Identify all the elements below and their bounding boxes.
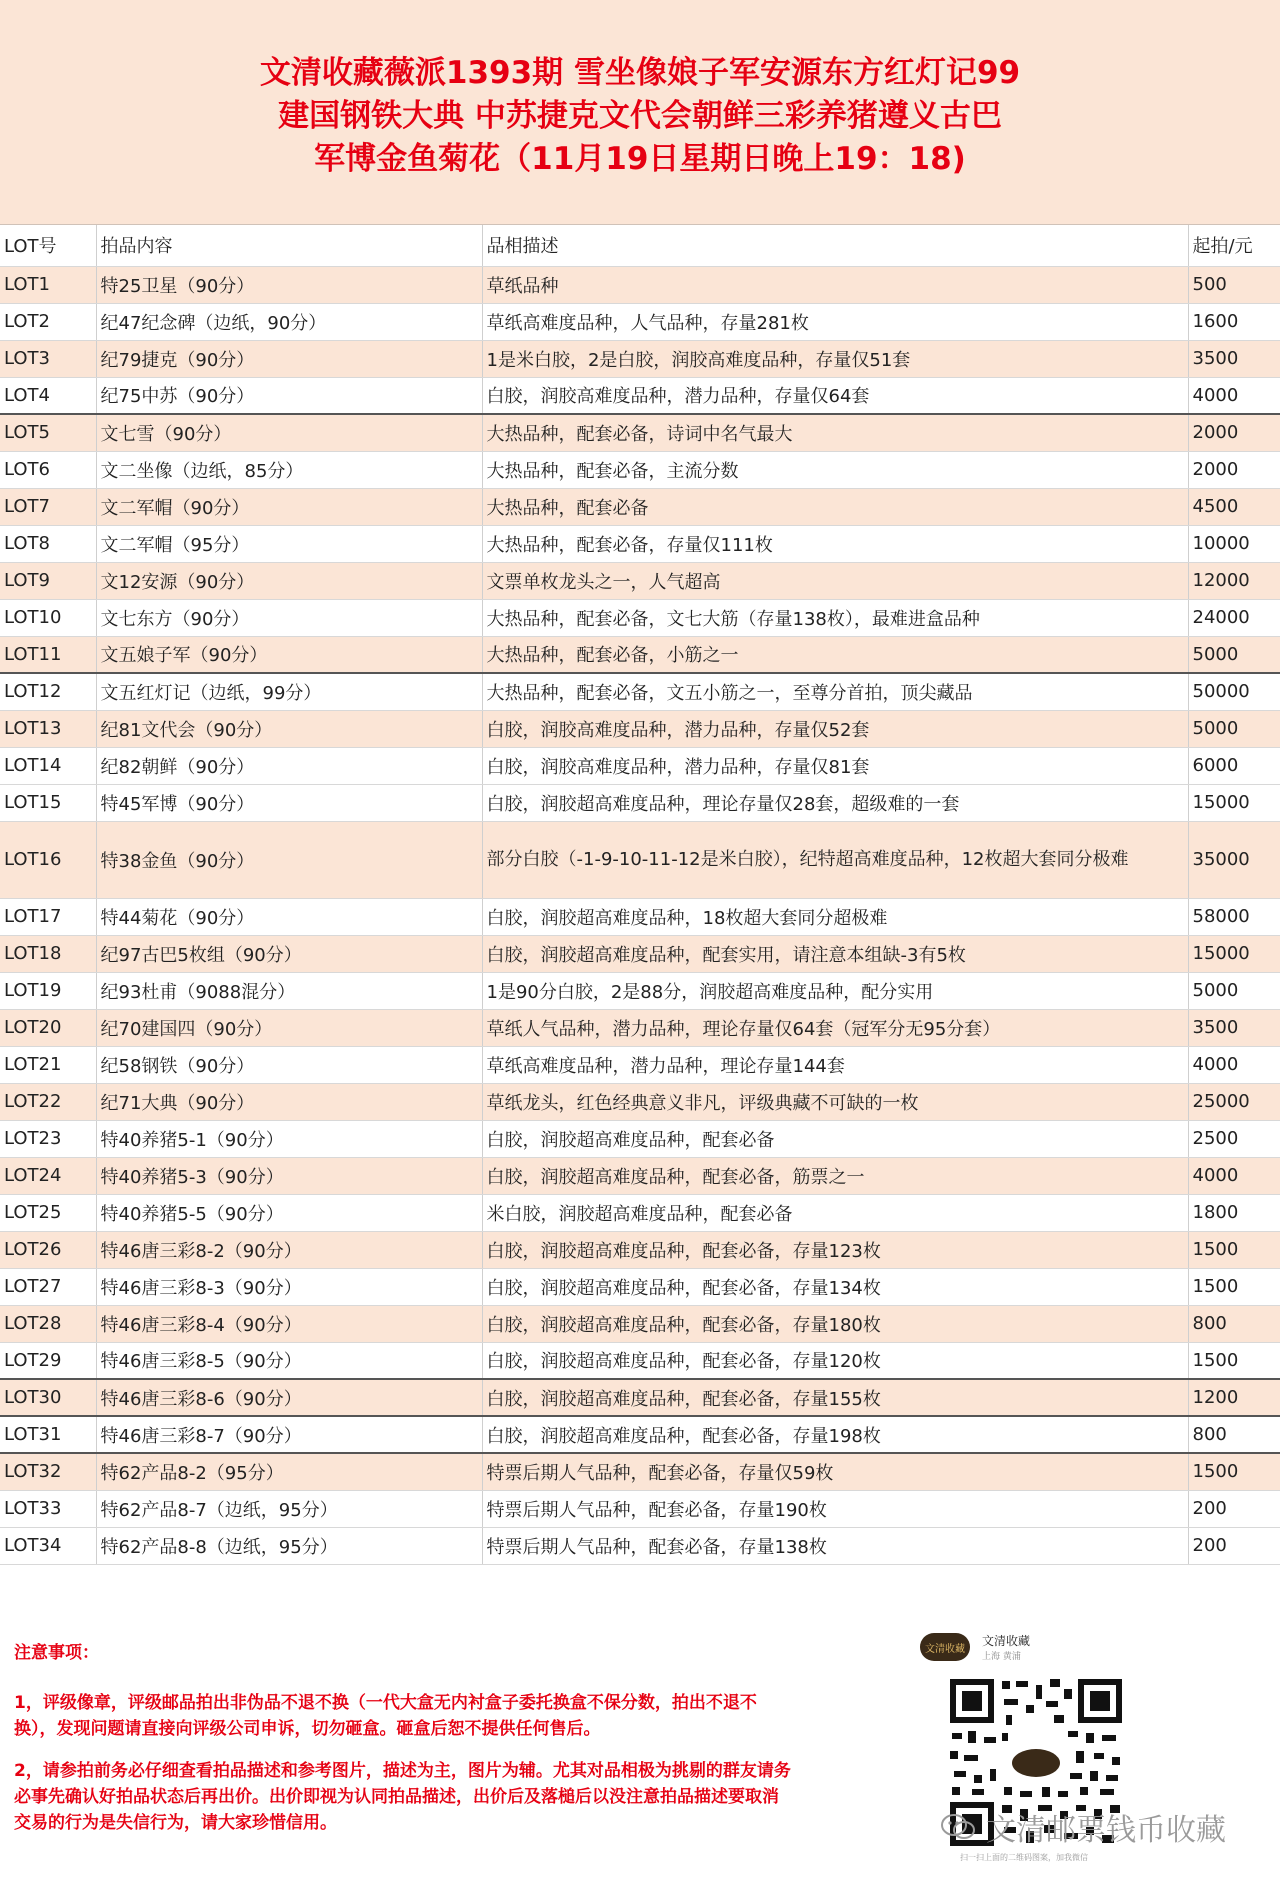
- cell-start-price: 500: [1188, 266, 1280, 303]
- cell-item: 特45军博（90分）: [96, 784, 482, 821]
- cell-start-price: 1200: [1188, 1379, 1280, 1416]
- table-row: [0, 1342, 1280, 1379]
- cell-condition: 白胶，润胶超高难度品种，配套必备，存量198枚: [482, 1416, 1188, 1453]
- column-header-item: 拍品内容: [96, 225, 482, 266]
- cell-start-price: 58000: [1188, 898, 1280, 935]
- column-header-condition: 品相描述: [482, 225, 1188, 266]
- cell-item: 文二坐像（边纸，85分）: [96, 451, 482, 488]
- table-row: [0, 1120, 1280, 1157]
- lot-table: [0, 225, 1280, 1565]
- header-banner: [0, 0, 1280, 225]
- cell-condition: 大热品种，配套必备，诗词中名气最大: [482, 414, 1188, 451]
- cell-item: 文五红灯记（边纸，99分）: [96, 673, 482, 710]
- cell-start-price: 15000: [1188, 935, 1280, 972]
- cell-item: 特44菊花（90分）: [96, 898, 482, 935]
- cell-lot: LOT10: [0, 599, 96, 636]
- table-row: [0, 488, 1280, 525]
- column-header-start-price: 起拍/元: [1188, 225, 1280, 266]
- table-row: [0, 340, 1280, 377]
- cell-item: 特62产品8-7（边纸，95分）: [96, 1490, 482, 1527]
- table-header-row: [0, 225, 1280, 266]
- table-row: [0, 414, 1280, 451]
- notes-section: [14, 1640, 794, 1852]
- cell-start-price: 5000: [1188, 710, 1280, 747]
- cell-start-price: 5000: [1188, 972, 1280, 1009]
- cell-condition: 白胶，润胶超高难度品种，配套必备: [482, 1120, 1188, 1157]
- cell-item: 文五娘子军（90分）: [96, 636, 482, 673]
- cell-item: 特40养猪5-5（90分）: [96, 1194, 482, 1231]
- cell-start-price: 4000: [1188, 1157, 1280, 1194]
- table-row: [0, 1527, 1280, 1564]
- cell-item: 特40养猪5-1（90分）: [96, 1120, 482, 1157]
- cell-lot: LOT6: [0, 451, 96, 488]
- cell-condition: 草纸高难度品种，潜力品种，理论存量144套: [482, 1046, 1188, 1083]
- cell-lot: LOT3: [0, 340, 96, 377]
- title-line-3: 军博金鱼菊花（11月19日星期日晚上19：18): [314, 141, 966, 177]
- cell-condition: 文票单枚龙头之一，人气超高: [482, 562, 1188, 599]
- table-row: [0, 972, 1280, 1009]
- cell-item: 特38金鱼（90分）: [96, 821, 482, 898]
- cell-start-price: 800: [1188, 1305, 1280, 1342]
- cell-start-price: 6000: [1188, 747, 1280, 784]
- cell-condition: 白胶，润胶超高难度品种，配套必备，存量155枚: [482, 1379, 1188, 1416]
- cell-item: 特46唐三彩8-4（90分）: [96, 1305, 482, 1342]
- cell-item: 纪81文代会（90分）: [96, 710, 482, 747]
- cell-item: 特62产品8-2（95分）: [96, 1453, 482, 1490]
- cell-lot: LOT28: [0, 1305, 96, 1342]
- cell-item: 纪47纪念碑（边纸，90分）: [96, 303, 482, 340]
- qr-account-name: 文清收藏: [982, 1633, 1031, 1648]
- table-row: [0, 1009, 1280, 1046]
- cell-start-price: 35000: [1188, 821, 1280, 898]
- cell-start-price: 4000: [1188, 377, 1280, 414]
- qr-account-location: 上海 黄浦: [982, 1651, 1021, 1662]
- cell-condition: 白胶，润胶高难度品种，潜力品种，存量仅64套: [482, 377, 1188, 414]
- cell-lot: LOT23: [0, 1120, 96, 1157]
- cell-condition: 白胶，润胶超高难度品种，配套必备，存量134枚: [482, 1268, 1188, 1305]
- cell-lot: LOT12: [0, 673, 96, 710]
- cell-condition: 草纸品种: [482, 266, 1188, 303]
- table-row: [0, 1231, 1280, 1268]
- table-row: [0, 710, 1280, 747]
- cell-start-price: 1500: [1188, 1268, 1280, 1305]
- cell-item: 纪71大典（90分）: [96, 1083, 482, 1120]
- cell-start-price: 1600: [1188, 303, 1280, 340]
- cell-start-price: 1500: [1188, 1342, 1280, 1379]
- table-row: [0, 1416, 1280, 1453]
- table-row: [0, 377, 1280, 414]
- cell-item: 特46唐三彩8-3（90分）: [96, 1268, 482, 1305]
- cell-lot: LOT30: [0, 1379, 96, 1416]
- cell-start-price: 24000: [1188, 599, 1280, 636]
- table-row: [0, 1453, 1280, 1490]
- cell-condition: 白胶，润胶超高难度品种，配套必备，存量180枚: [482, 1305, 1188, 1342]
- cell-lot: LOT1: [0, 266, 96, 303]
- cell-start-price: 50000: [1188, 673, 1280, 710]
- cell-item: 文二军帽（90分）: [96, 488, 482, 525]
- cell-condition: 米白胶，润胶超高难度品种，配套必备: [482, 1194, 1188, 1231]
- cell-lot: LOT33: [0, 1490, 96, 1527]
- notes-heading: 注意事项：: [14, 1643, 99, 1663]
- cell-condition: 特票后期人气品种，配套必备，存量138枚: [482, 1527, 1188, 1564]
- cell-condition: 草纸高难度品种，人气品种，存量281枚: [482, 303, 1188, 340]
- table-row: [0, 1194, 1280, 1231]
- table-row: [0, 784, 1280, 821]
- cell-condition: 白胶，润胶超高难度品种，理论存量仅28套，超级难的一套: [482, 784, 1188, 821]
- title-line-2: 建国钢铁大典 中苏捷克文代会朝鲜三彩养猪遵义古巴: [278, 98, 1002, 134]
- cell-item: 纪82朝鲜（90分）: [96, 747, 482, 784]
- table-row: [0, 451, 1280, 488]
- cell-start-price: 25000: [1188, 1083, 1280, 1120]
- cell-lot: LOT32: [0, 1453, 96, 1490]
- cell-start-price: 200: [1188, 1527, 1280, 1564]
- cell-condition: 白胶，润胶超高难度品种，配套实用，请注意本组缺-3有5枚: [482, 935, 1188, 972]
- shop-logo: 文清收藏: [920, 1633, 970, 1661]
- table-row: [0, 266, 1280, 303]
- cell-item: 纪79捷克（90分）: [96, 340, 482, 377]
- cell-lot: LOT27: [0, 1268, 96, 1305]
- cell-condition: 大热品种，配套必备: [482, 488, 1188, 525]
- cell-start-price: 1500: [1188, 1231, 1280, 1268]
- cell-lot: LOT31: [0, 1416, 96, 1453]
- cell-lot: LOT14: [0, 747, 96, 784]
- cell-condition: 白胶，润胶高难度品种，潜力品种，存量仅52套: [482, 710, 1188, 747]
- cell-lot: LOT11: [0, 636, 96, 673]
- cell-condition: 白胶，润胶超高难度品种，配套必备，存量123枚: [482, 1231, 1188, 1268]
- cell-item: 纪93杜甫（9088混分）: [96, 972, 482, 1009]
- table-row: [0, 898, 1280, 935]
- table-row: [0, 1305, 1280, 1342]
- watermark-text: 文清邮票钱币收藏: [986, 1813, 1226, 1848]
- cell-item: 纪70建国四（90分）: [96, 1009, 482, 1046]
- cell-item: 纪97古巴5枚组（90分）: [96, 935, 482, 972]
- cell-item: 特40养猪5-3（90分）: [96, 1157, 482, 1194]
- cell-start-price: 2500: [1188, 1120, 1280, 1157]
- cell-condition: 草纸龙头，红色经典意义非凡，评级典藏不可缺的一枚: [482, 1083, 1188, 1120]
- cell-lot: LOT13: [0, 710, 96, 747]
- cell-start-price: 200: [1188, 1490, 1280, 1527]
- cell-start-price: 1500: [1188, 1453, 1280, 1490]
- cell-condition: 白胶，润胶超高难度品种，配套必备，存量120枚: [482, 1342, 1188, 1379]
- table-row: [0, 1268, 1280, 1305]
- cell-condition: 特票后期人气品种，配套必备，存量仅59枚: [482, 1453, 1188, 1490]
- qr-footer-text: 扫一扫上面的二维码图案，加我微信: [960, 1853, 1088, 1862]
- table-row: [0, 1157, 1280, 1194]
- notes-item-2: 2，请参拍前务必仔细查看拍品描述和参考图片，描述为主，图片为辅。尤其对品相极为挑剔的群友请务必事先确认好拍品状态后再出价。出价即视为认同拍品描述，出价后及落槌后以没注意拍品描述要取消交易的行为是失信行为，请大家珍惜信用。: [14, 1761, 791, 1833]
- cell-condition: 大热品种，配套必备，存量仅111枚: [482, 525, 1188, 562]
- title-line-1: 文清收藏薇派1393期 雪坐像娘子军安源东方红灯记99: [259, 55, 1021, 91]
- cell-lot: LOT8: [0, 525, 96, 562]
- cell-condition: 部分白胶（-1-9-10-11-12是米白胶），纪特超高难度品种，12枚超大套同分极难: [482, 821, 1188, 898]
- cell-start-price: 1800: [1188, 1194, 1280, 1231]
- table-row: [0, 935, 1280, 972]
- cell-lot: LOT24: [0, 1157, 96, 1194]
- cell-item: 纪58钢铁（90分）: [96, 1046, 482, 1083]
- cell-item: 文二军帽（95分）: [96, 525, 482, 562]
- cell-lot: LOT21: [0, 1046, 96, 1083]
- table-row: [0, 673, 1280, 710]
- cell-lot: LOT25: [0, 1194, 96, 1231]
- cell-item: 特46唐三彩8-5（90分）: [96, 1342, 482, 1379]
- cell-condition: 白胶，润胶高难度品种，潜力品种，存量仅81套: [482, 747, 1188, 784]
- cell-start-price: 3500: [1188, 1009, 1280, 1046]
- cell-lot: LOT15: [0, 784, 96, 821]
- cell-item: 特25卫星（90分）: [96, 266, 482, 303]
- cell-condition: 大热品种，配套必备，小筋之一: [482, 636, 1188, 673]
- cell-start-price: 2000: [1188, 451, 1280, 488]
- cell-condition: 大热品种，配套必备，文七大筋（存量138枚），最难进盒品种: [482, 599, 1188, 636]
- cell-start-price: 800: [1188, 1416, 1280, 1453]
- cell-lot: LOT17: [0, 898, 96, 935]
- table-row: [0, 599, 1280, 636]
- table-row: [0, 525, 1280, 562]
- cell-start-price: 2000: [1188, 414, 1280, 451]
- table-row: [0, 1046, 1280, 1083]
- cell-condition: 白胶，润胶超高难度品种，配套必备，筋票之一: [482, 1157, 1188, 1194]
- cell-lot: LOT29: [0, 1342, 96, 1379]
- cell-lot: LOT19: [0, 972, 96, 1009]
- cell-lot: LOT20: [0, 1009, 96, 1046]
- cell-start-price: 10000: [1188, 525, 1280, 562]
- cell-item: 特46唐三彩8-2（90分）: [96, 1231, 482, 1268]
- cell-start-price: 3500: [1188, 340, 1280, 377]
- cell-condition: 大热品种，配套必备，文五小筋之一，至尊分首拍，顶尖藏品: [482, 673, 1188, 710]
- cell-condition: 特票后期人气品种，配套必备，存量190枚: [482, 1490, 1188, 1527]
- table-row: [0, 821, 1280, 898]
- cell-item: 特46唐三彩8-6（90分）: [96, 1379, 482, 1416]
- cell-lot: LOT7: [0, 488, 96, 525]
- cell-condition: 1是米白胶，2是白胶，润胶高难度品种，存量仅51套: [482, 340, 1188, 377]
- column-header-lot: LOT号: [0, 225, 96, 266]
- table-row: [0, 303, 1280, 340]
- cell-lot: LOT34: [0, 1527, 96, 1564]
- cell-start-price: 15000: [1188, 784, 1280, 821]
- table-row: [0, 1490, 1280, 1527]
- watermark: [940, 1805, 1226, 1849]
- table-row: [0, 562, 1280, 599]
- table-row: [0, 636, 1280, 673]
- cell-start-price: 5000: [1188, 636, 1280, 673]
- cell-condition: 1是90分白胶，2是88分，润胶超高难度品种，配分实用: [482, 972, 1188, 1009]
- notes-item-1: 1，评级像章，评级邮品拍出非伪品不退不换（一代大盒无内衬盒子委托换盒不保分数，拍出不退不换），发现问题请直接向评级公司申诉，切勿砸盒。砸盒后恕不提供任何售后。: [14, 1693, 757, 1739]
- cell-item: 文七东方（90分）: [96, 599, 482, 636]
- cell-lot: LOT26: [0, 1231, 96, 1268]
- cell-condition: 草纸人气品种，潜力品种，理论存量仅64套（冠军分无95分套）: [482, 1009, 1188, 1046]
- cell-lot: LOT9: [0, 562, 96, 599]
- cell-lot: LOT4: [0, 377, 96, 414]
- qr-card-profile: [920, 1620, 1190, 1674]
- table-row: [0, 1083, 1280, 1120]
- cell-lot: LOT18: [0, 935, 96, 972]
- cell-lot: LOT5: [0, 414, 96, 451]
- table-row: [0, 747, 1280, 784]
- table-row: [0, 1379, 1280, 1416]
- cell-start-price: 4000: [1188, 1046, 1280, 1083]
- cell-start-price: 12000: [1188, 562, 1280, 599]
- cell-item: 文七雪（90分）: [96, 414, 482, 451]
- cell-lot: LOT16: [0, 821, 96, 898]
- lot-table-body: [0, 266, 1280, 1564]
- cell-start-price: 4500: [1188, 488, 1280, 525]
- cell-item: 文12安源（90分）: [96, 562, 482, 599]
- cell-lot: LOT22: [0, 1083, 96, 1120]
- cell-lot: LOT2: [0, 303, 96, 340]
- cell-item: 特46唐三彩8-7（90分）: [96, 1416, 482, 1453]
- cell-item: 纪75中苏（90分）: [96, 377, 482, 414]
- cell-condition: 白胶，润胶超高难度品种，18枚超大套同分超极难: [482, 898, 1188, 935]
- cell-item: 特62产品8-8（边纸，95分）: [96, 1527, 482, 1564]
- cell-condition: 大热品种，配套必备，主流分数: [482, 451, 1188, 488]
- wechat-icon: [940, 1813, 976, 1841]
